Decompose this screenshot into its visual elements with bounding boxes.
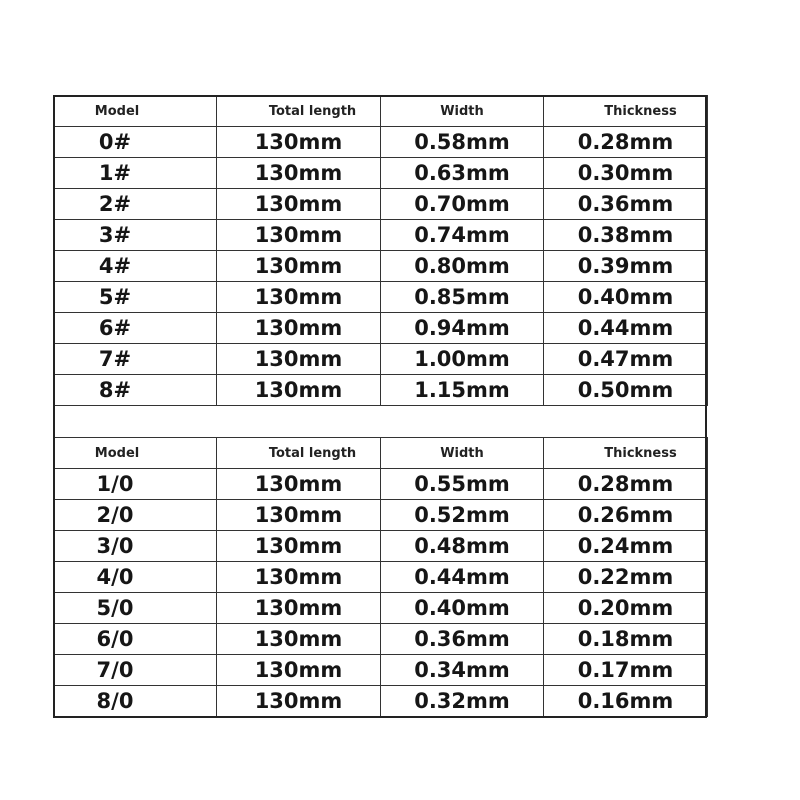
cell-total-length: 130mm [217, 500, 381, 531]
cell-model: 8# [54, 375, 217, 406]
cell-width: 0.40mm [381, 593, 544, 624]
cell-model: 4# [54, 251, 217, 282]
cell-model: 2# [54, 189, 217, 220]
cell-thickness: 0.28mm [544, 469, 708, 500]
cell-width: 0.32mm [381, 686, 544, 717]
cell-model: 6/0 [54, 624, 217, 655]
column-header-total-length: Total length [217, 438, 381, 469]
cell-thickness: 0.20mm [544, 593, 708, 624]
cell-total-length: 130mm [217, 686, 381, 717]
cell-total-length: 130mm [217, 251, 381, 282]
cell-width: 0.80mm [381, 251, 544, 282]
cell-thickness: 0.18mm [544, 624, 708, 655]
cell-model: 3# [54, 220, 217, 251]
cell-model: 4/0 [54, 562, 217, 593]
cell-thickness: 0.22mm [544, 562, 708, 593]
cell-total-length: 130mm [217, 220, 381, 251]
cell-model: 1/0 [54, 469, 217, 500]
cell-model: 7# [54, 344, 217, 375]
cell-width: 0.55mm [381, 469, 544, 500]
cell-thickness: 0.38mm [544, 220, 708, 251]
cell-thickness: 0.17mm [544, 655, 708, 686]
cell-width: 0.85mm [381, 282, 544, 313]
cell-total-length: 130mm [217, 127, 381, 158]
cell-thickness: 0.39mm [544, 251, 708, 282]
cell-thickness: 0.36mm [544, 189, 708, 220]
cell-width: 0.48mm [381, 531, 544, 562]
column-header-width: Width [381, 96, 544, 127]
column-header-thickness: Thickness [544, 96, 708, 127]
cell-model: 5/0 [54, 593, 217, 624]
cell-model: 6# [54, 313, 217, 344]
cell-model: 1# [54, 158, 217, 189]
cell-model: 7/0 [54, 655, 217, 686]
cell-model: 2/0 [54, 500, 217, 531]
cell-model: 0# [54, 127, 217, 158]
cell-model: 8/0 [54, 686, 217, 717]
cell-width: 0.36mm [381, 624, 544, 655]
cell-width: 1.00mm [381, 344, 544, 375]
cell-width: 0.44mm [381, 562, 544, 593]
cell-total-length: 130mm [217, 344, 381, 375]
cell-width: 0.63mm [381, 158, 544, 189]
column-header-width: Width [381, 438, 544, 469]
column-header-model: Model [54, 438, 217, 469]
table-outer-border [53, 95, 707, 718]
cell-total-length: 130mm [217, 375, 381, 406]
cell-total-length: 130mm [217, 313, 381, 344]
cell-width: 0.94mm [381, 313, 544, 344]
cell-thickness: 0.44mm [544, 313, 708, 344]
cell-width: 0.58mm [381, 127, 544, 158]
column-header-total-length: Total length [217, 96, 381, 127]
cell-thickness: 0.47mm [544, 344, 708, 375]
cell-thickness: 0.26mm [544, 500, 708, 531]
cell-width: 0.52mm [381, 500, 544, 531]
cell-total-length: 130mm [217, 469, 381, 500]
cell-total-length: 130mm [217, 593, 381, 624]
cell-total-length: 130mm [217, 624, 381, 655]
cell-thickness: 0.30mm [544, 158, 708, 189]
cell-model: 5# [54, 282, 217, 313]
cell-width: 1.15mm [381, 375, 544, 406]
cell-width: 0.34mm [381, 655, 544, 686]
column-header-model: Model [54, 96, 217, 127]
cell-width: 0.74mm [381, 220, 544, 251]
cell-model: 3/0 [54, 531, 217, 562]
cell-thickness: 0.40mm [544, 282, 708, 313]
cell-thickness: 0.24mm [544, 531, 708, 562]
column-header-thickness: Thickness [544, 438, 708, 469]
cell-width: 0.70mm [381, 189, 544, 220]
cell-total-length: 130mm [217, 282, 381, 313]
cell-thickness: 0.16mm [544, 686, 708, 717]
cell-thickness: 0.28mm [544, 127, 708, 158]
cell-thickness: 0.50mm [544, 375, 708, 406]
cell-total-length: 130mm [217, 531, 381, 562]
cell-total-length: 130mm [217, 158, 381, 189]
cell-total-length: 130mm [217, 655, 381, 686]
cell-total-length: 130mm [217, 189, 381, 220]
cell-total-length: 130mm [217, 562, 381, 593]
